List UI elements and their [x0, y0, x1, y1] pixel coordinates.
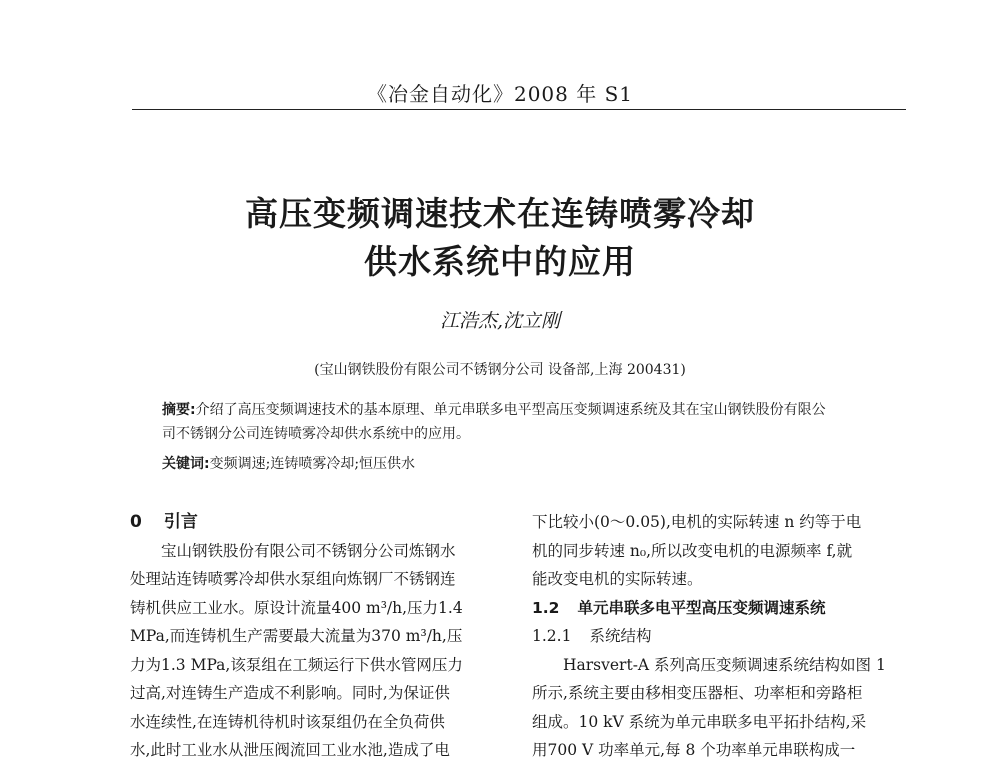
section-title: 单元串联多电平型高压变频调速系统: [577, 598, 826, 617]
body-line: 下比较小(0～0.05),电机的实际转速 n 约等于电: [532, 513, 862, 531]
section-heading-1-2: [532, 594, 908, 623]
subsection-title: 系统结构: [589, 627, 652, 645]
body-line: 力为1.3 MPa,该泵组在工频运行下供水管网压力: [130, 655, 463, 674]
body-line: Harsvert-A 系列高压变频调速系统结构如图 1: [563, 655, 886, 674]
body-line: 所示,系统主要由移相变压器柜、功率柜和旁路柜: [532, 684, 863, 702]
journal-header: 《冶金自动化》2008 年 S1: [366, 82, 634, 106]
keywords-line: [162, 453, 874, 476]
body-line: 过高,对连铸生产造成不利影响。同时,为保证供: [130, 684, 450, 702]
body-line: 组成。10 kV 系统为单元串联多电平拓扑结构,采: [532, 712, 867, 731]
authors: 江浩杰,沈立刚: [439, 310, 561, 332]
left-column: [130, 508, 506, 765]
body-line: 用700 V 功率单元,每 8 个功率单元串联构成一: [532, 741, 856, 759]
abstract-text-1: 介绍了高压变频调速技术的基本原理、单元串联多电平型高压变频调速系统及其在宝山钢铁股份有限公: [195, 402, 826, 418]
abstract-label: 摘要:: [162, 402, 196, 418]
keywords-text: 变频调速;连铸喷雾冷却;恒压供水: [209, 456, 416, 472]
subsection-heading-1-2-1: [532, 622, 908, 651]
section-number: 1.2: [532, 598, 560, 617]
title-line-2: 供水系统中的应用: [364, 242, 636, 281]
abstract-text-2: 司不锈钢分公司连铸喷雾冷却供水系统中的应用。: [162, 426, 470, 442]
section-heading-intro: [130, 508, 506, 537]
body-line: 处理站连铸喷雾冷却供水泵组向炼钢厂不锈钢连: [130, 570, 456, 588]
body-line: 机的同步转速 n₀,所以改变电机的电源频率 f,就: [532, 541, 853, 560]
subsection-number: 1.2.1: [532, 627, 572, 645]
section-title: 引言: [163, 512, 198, 532]
abstract-line-1: [162, 399, 874, 422]
header-rule: [132, 109, 906, 111]
body-line: 宝山钢铁股份有限公司不锈钢分公司炼钢水: [161, 541, 456, 560]
section-number: 0: [130, 512, 142, 532]
abstract-line-2: [162, 423, 874, 446]
body-line: 水连续性,在连铸机待机时该泵组仍在全负荷供: [130, 712, 445, 731]
body-line: 铸机供应工业水。原设计流量400 m³/h,压力1.4: [130, 598, 463, 617]
body-line: 水,此时工业水从泄压阀流回工业水池,造成了电: [130, 741, 450, 759]
affiliation: (宝山钢铁股份有限公司不锈钢分公司 设备部,上海 200431): [314, 362, 686, 378]
body-line: MPa,而连铸机生产需要最大流量为370 m³/h,压: [130, 627, 463, 645]
keywords-label: 关键词:: [162, 456, 210, 472]
title-line-1: 高压变频调速技术在连铸喷雾冷却: [245, 194, 755, 233]
body-line: 能改变电机的实际转速。: [532, 570, 703, 588]
right-column: [532, 508, 908, 765]
